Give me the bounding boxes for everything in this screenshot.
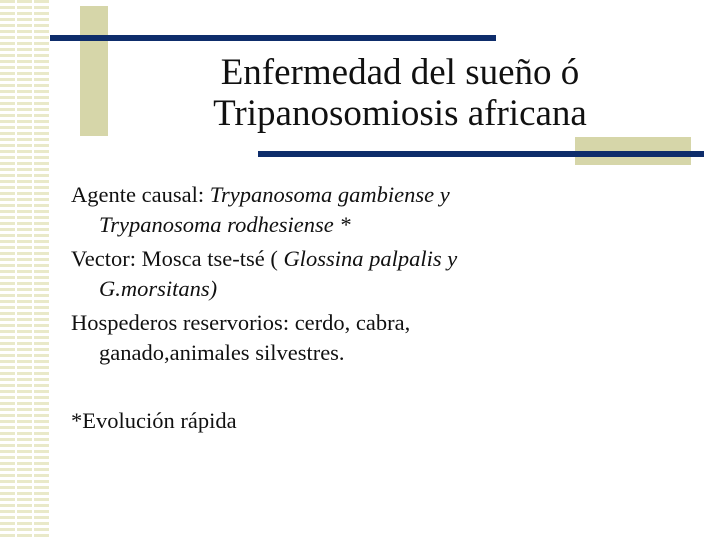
vector-species-1: Glossina palpalis y <box>283 246 458 271</box>
decorative-block-top <box>80 6 108 136</box>
agent-species-2: Trypanosoma rodhesiense * <box>99 212 351 237</box>
decorative-bar-top <box>50 35 496 41</box>
agent-paragraph <box>71 180 691 240</box>
hosts-paragraph <box>71 308 691 368</box>
hosts-line-1: Hospederos reservorios: cerdo, cabra, <box>71 310 411 335</box>
vector-paragraph <box>71 244 691 304</box>
agent-species-1: Trypanosoma gambiense y <box>209 182 450 207</box>
slide-title <box>160 52 640 134</box>
agent-label: Agente causal: <box>71 182 210 207</box>
title-line-2: Tripanosomiosis africana <box>213 93 587 134</box>
decorative-stripes <box>0 0 50 540</box>
vector-species-2: G.morsitans) <box>99 276 218 301</box>
hosts-line-2: ganado,animales silvestres. <box>99 340 345 365</box>
vector-label: Vector: Mosca tse-tsé ( <box>71 246 284 271</box>
decorative-bar-bottom <box>258 151 704 157</box>
slide-body <box>71 180 691 440</box>
evolution-note: *Evolución rápida <box>71 408 237 433</box>
title-line-1: Enfermedad del sueño ó <box>220 52 580 93</box>
